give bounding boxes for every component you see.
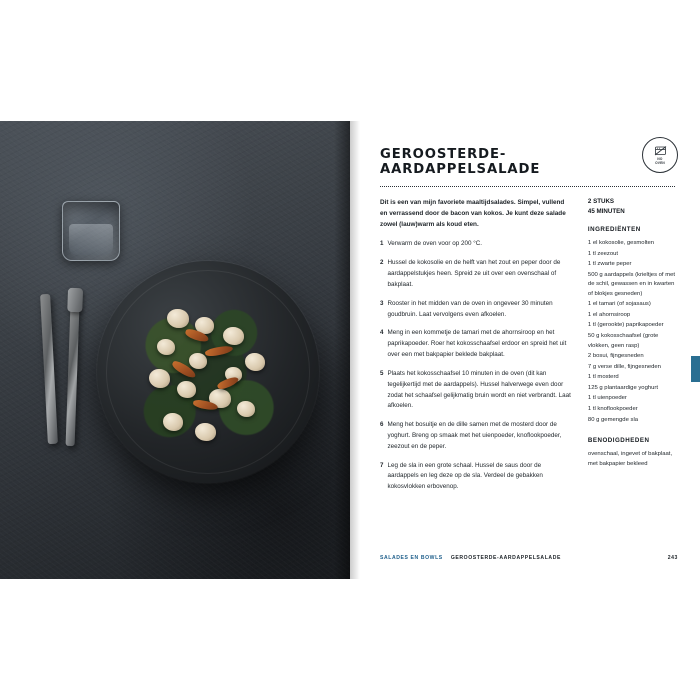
- tool-item: ovenschaal, ingevet of bakplaat, met bakpapier bekleed: [587, 451, 673, 467]
- potato-chunk: [177, 381, 196, 398]
- ingredient-item: 125 g plantaardige yoghurt: [587, 384, 659, 391]
- step-number: 5: [380, 369, 384, 377]
- time-label: 45 MINUTEN: [587, 207, 625, 215]
- footer-page-number: 243: [667, 555, 678, 561]
- ingredients-column: [588, 197, 678, 501]
- tools-list: [588, 450, 678, 469]
- step-number: 7: [380, 461, 384, 469]
- step-number: 3: [380, 299, 384, 307]
- ingredient-item: 1 tl knoflookpoeder: [587, 405, 638, 412]
- page-gutter-shadow: [334, 121, 350, 579]
- method-step: [380, 239, 572, 250]
- potato-chunk: [167, 309, 189, 328]
- potato-chunk: [237, 401, 255, 417]
- potato-chunk: [245, 353, 265, 371]
- ingredient-item: 1 el kokosolie, gesmolten: [587, 239, 655, 246]
- step-number: 4: [380, 329, 384, 337]
- ingredient-item: 50 g kokosschaafsel (grote vlokken, geen rasp): [587, 333, 659, 349]
- plate: [97, 261, 319, 483]
- recipe-columns: [380, 197, 678, 501]
- badge-label: NO OVEN: [655, 157, 665, 165]
- step-text: Plaats het kokosschaafsel 10 minuten in de oven (dit kan tegelijkertijd met de aardappels). Hussel halverwege even door zodat het schaafsel gelijkmatig bruin wordt en niet verbrandt. Laat afkoelen.: [387, 369, 571, 410]
- ingredient-item: 1 tl mosterd: [587, 374, 619, 381]
- ingredient-item: 1 el ahornsiroop: [587, 311, 631, 318]
- footer-chapter: SALADES EN BOWLS: [380, 555, 443, 561]
- recipe-photo-page: [0, 121, 350, 579]
- step-text: Meng het bosuitje en de dille samen met de mosterd door de yoghurt. Breng op smaak met het uienpoeder, knoflookpoeder, zeezout en de peper.: [387, 421, 562, 450]
- step-number: 2: [380, 259, 384, 267]
- step-text: Verwarm de oven voor op 200 °C.: [387, 240, 483, 248]
- ingredients-list: [588, 239, 678, 425]
- ingredient-item: 1 tl uienpoeder: [587, 395, 627, 402]
- step-text: Leg de sla in een grote schaal. Hussel de saus door de aardappels en leg deze op de sla. Verdeel de gebakken kokosvlokken erbovenop.: [387, 461, 543, 491]
- page-gutter-shadow-right: [350, 121, 360, 579]
- step-number: 6: [380, 421, 384, 429]
- method-step: [380, 328, 572, 360]
- method-step: [380, 461, 572, 493]
- no-oven-badge: [642, 137, 678, 173]
- recipe-text-page: [350, 121, 700, 579]
- ingredient-item: 1 el tamari (of sojasaus): [587, 301, 651, 308]
- potato-chunk: [157, 339, 175, 355]
- method-step: [380, 299, 572, 321]
- ingredient-item: 7 g verse dille, fijngesneden: [587, 363, 661, 370]
- yield-label: 2 STUKS: [587, 198, 615, 206]
- chapter-tab-marker: [691, 356, 700, 382]
- ingredients-heading: INGREDIËNTEN: [587, 225, 641, 233]
- potato-chunk: [195, 423, 216, 441]
- potato-chunk: [149, 369, 170, 388]
- ingredient-item: 80 g gemengde sla: [587, 416, 639, 423]
- recipe-intro: Dit is een van mijn favoriete maaltijdsalades. Simpel, vullend en verrassend door de bacon van kokos. Je kunt deze salade zowel (lauw)warm als koud eten.: [380, 199, 566, 229]
- ingredient-item: 2 bosui, fijngesneden: [587, 353, 644, 360]
- step-number: 1: [380, 240, 384, 248]
- step-text: Rooster in het midden van de oven in ongeveer 30 minuten goudbruin. Laat vervolgens even afkoelen.: [387, 299, 553, 318]
- method-step: [380, 369, 572, 412]
- step-text: Hussel de kokosolie en de helft van het zout en peper door de aardappelstukjes heen. Spreid ze uit over een ovenschaal of bakplaat.: [387, 259, 561, 288]
- book-spread: [0, 121, 700, 579]
- method-step: [380, 420, 572, 452]
- water-glass: [62, 201, 120, 261]
- method-column: [380, 197, 572, 501]
- potato-chunk: [189, 353, 207, 369]
- ingredient-item: 1 tl zwarte peper: [587, 261, 632, 268]
- method-step: [380, 258, 572, 290]
- ingredient-item: 1 tl (gerookte) paprikapoeder: [587, 322, 664, 329]
- potato-chunk: [163, 413, 183, 431]
- recipe-meta: [588, 197, 678, 216]
- step-text: Meng in een kommetje de tamari met de ahornsiroop en het paprikapoeder. Roer het kokosschaafsel erdoor en spreid het uit over een met bakpapier beklede bakplaat.: [387, 329, 567, 359]
- title-divider: [380, 186, 675, 187]
- tools-heading: BENODIGDHEDEN: [587, 437, 650, 445]
- potato-chunk: [223, 327, 244, 345]
- page-footer: [380, 555, 678, 561]
- ingredient-item: 500 g aardappels (krieltjes of met de schil, gewassen en in kwarten of blokjes gesneden): [587, 271, 676, 297]
- footer-recipe: GEROOSTERDE-AARDAPPELSALADE: [450, 555, 561, 561]
- ingredient-item: 1 tl zeezout: [587, 250, 619, 257]
- recipe-title: GEROOSTERDE-AARDAPPELSALADE: [380, 147, 541, 178]
